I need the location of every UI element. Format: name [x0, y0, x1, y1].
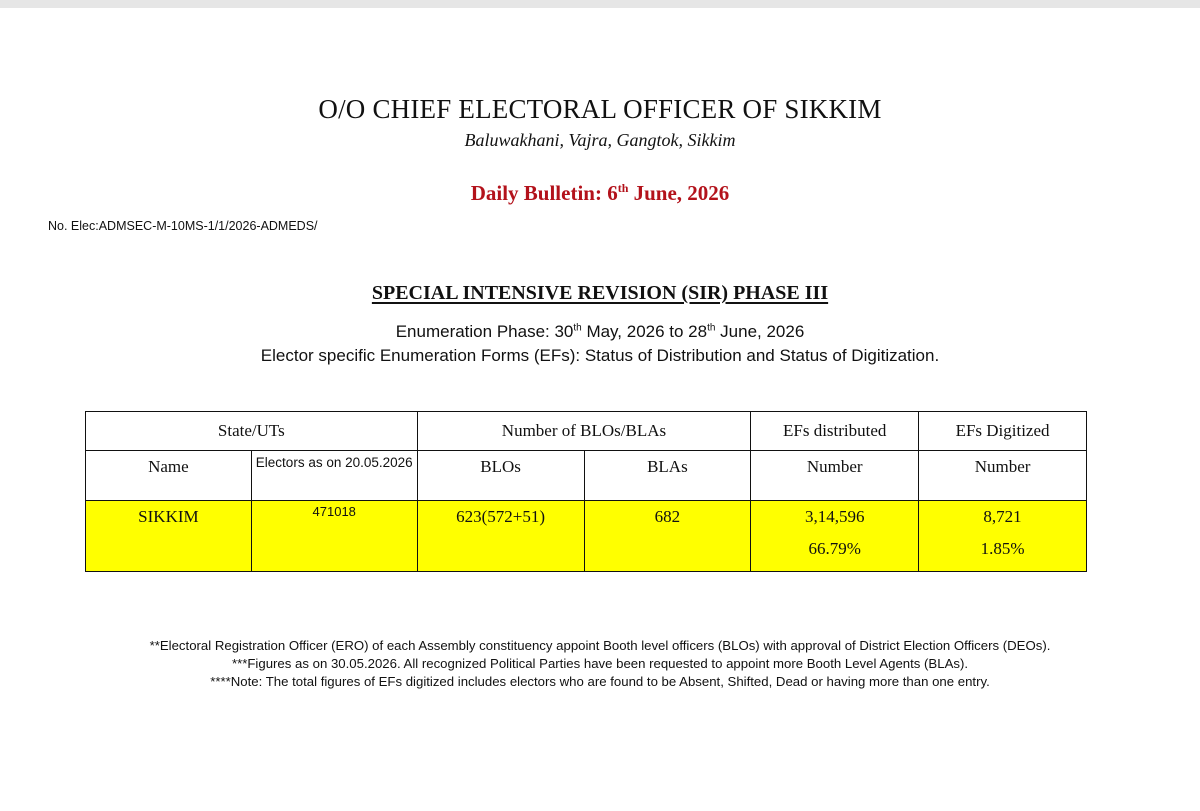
enumeration-phase [0, 322, 1200, 342]
digitized-number: 8,721 [983, 507, 1022, 526]
subheader-blos: BLOs [417, 451, 584, 501]
subheader-digitized-number: Number [919, 451, 1087, 501]
digitized-percent: 1.85% [980, 539, 1025, 558]
footnote-digitized: ****Note: The total figures of EFs digitized includes electors who are found to be Absent, Shifted, Dead or having more than one entry. [210, 674, 990, 689]
table-sub-header-row [86, 451, 1087, 501]
header-ef-distributed: EFs distributed [751, 412, 919, 451]
section-heading: SPECIAL INTENSIVE REVISION (SIR) PHASE III [371, 282, 829, 304]
footnote-figures: ***Figures as on 30.05.2026. All recognized Political Parties have been requested to appoint more Booth Level Agents (BLAs). [231, 656, 969, 671]
cell-distributed [751, 501, 919, 572]
header-state: State/UTs [86, 412, 418, 451]
header-blo-bla: Number of BLOs/BLAs [417, 412, 751, 451]
subheader-name: Name [86, 451, 252, 501]
header-ef-digitized: EFs Digitized [919, 412, 1087, 451]
phase-a-sup: th [573, 322, 582, 334]
reference-number: No. Elec:ADMSEC-M-10MS-1/1/2026-ADMEDS/ [48, 219, 318, 233]
subheader-electors: Electors as on 20.05.2026 [251, 451, 417, 501]
cell-name: SIKKIM [86, 501, 252, 572]
table-group-header-row [86, 412, 1087, 451]
bulletin-date [0, 181, 1200, 206]
org-title: O/O CHIEF ELECTORAL OFFICER OF SIKKIM [318, 94, 882, 124]
phase-b: May, 2026 to 28 [581, 322, 708, 341]
phase-c: June, 2026 [715, 322, 805, 341]
ef-status-line: Elector specific Enumeration Forms (EFs): Status of Distribution and Status of Digitization. [260, 346, 940, 365]
top-scroll-bar [0, 0, 1200, 8]
cell-blos: 623(572+51) [417, 501, 584, 572]
cell-digitized [919, 501, 1087, 572]
bulletin-prefix: Daily Bulletin: 6 [470, 181, 618, 205]
distributed-percent: 66.79% [808, 539, 861, 558]
cell-blas: 682 [584, 501, 751, 572]
footnote-ero: **Electoral Registration Officer (ERO) of each Assembly constituency appoint Booth level officers (BLOs) with approval of District Election Officers (DEOs). [149, 638, 1051, 653]
phase-b-sup: th [707, 322, 716, 334]
bulletin-suffix: June, 2026 [628, 181, 730, 205]
phase-a: Enumeration Phase: 30 [395, 322, 574, 341]
cell-electors: 471018 [251, 501, 417, 572]
subheader-blas: BLAs [584, 451, 751, 501]
table-row [86, 501, 1087, 572]
sir-status-table [85, 411, 1087, 572]
subheader-distributed-number: Number [751, 451, 919, 501]
distributed-number: 3,14,596 [804, 507, 865, 526]
org-address: Baluwakhani, Vajra, Gangtok, Sikkim [464, 130, 736, 150]
footnotes [0, 637, 1200, 691]
bulletin-sup: th [617, 181, 629, 195]
